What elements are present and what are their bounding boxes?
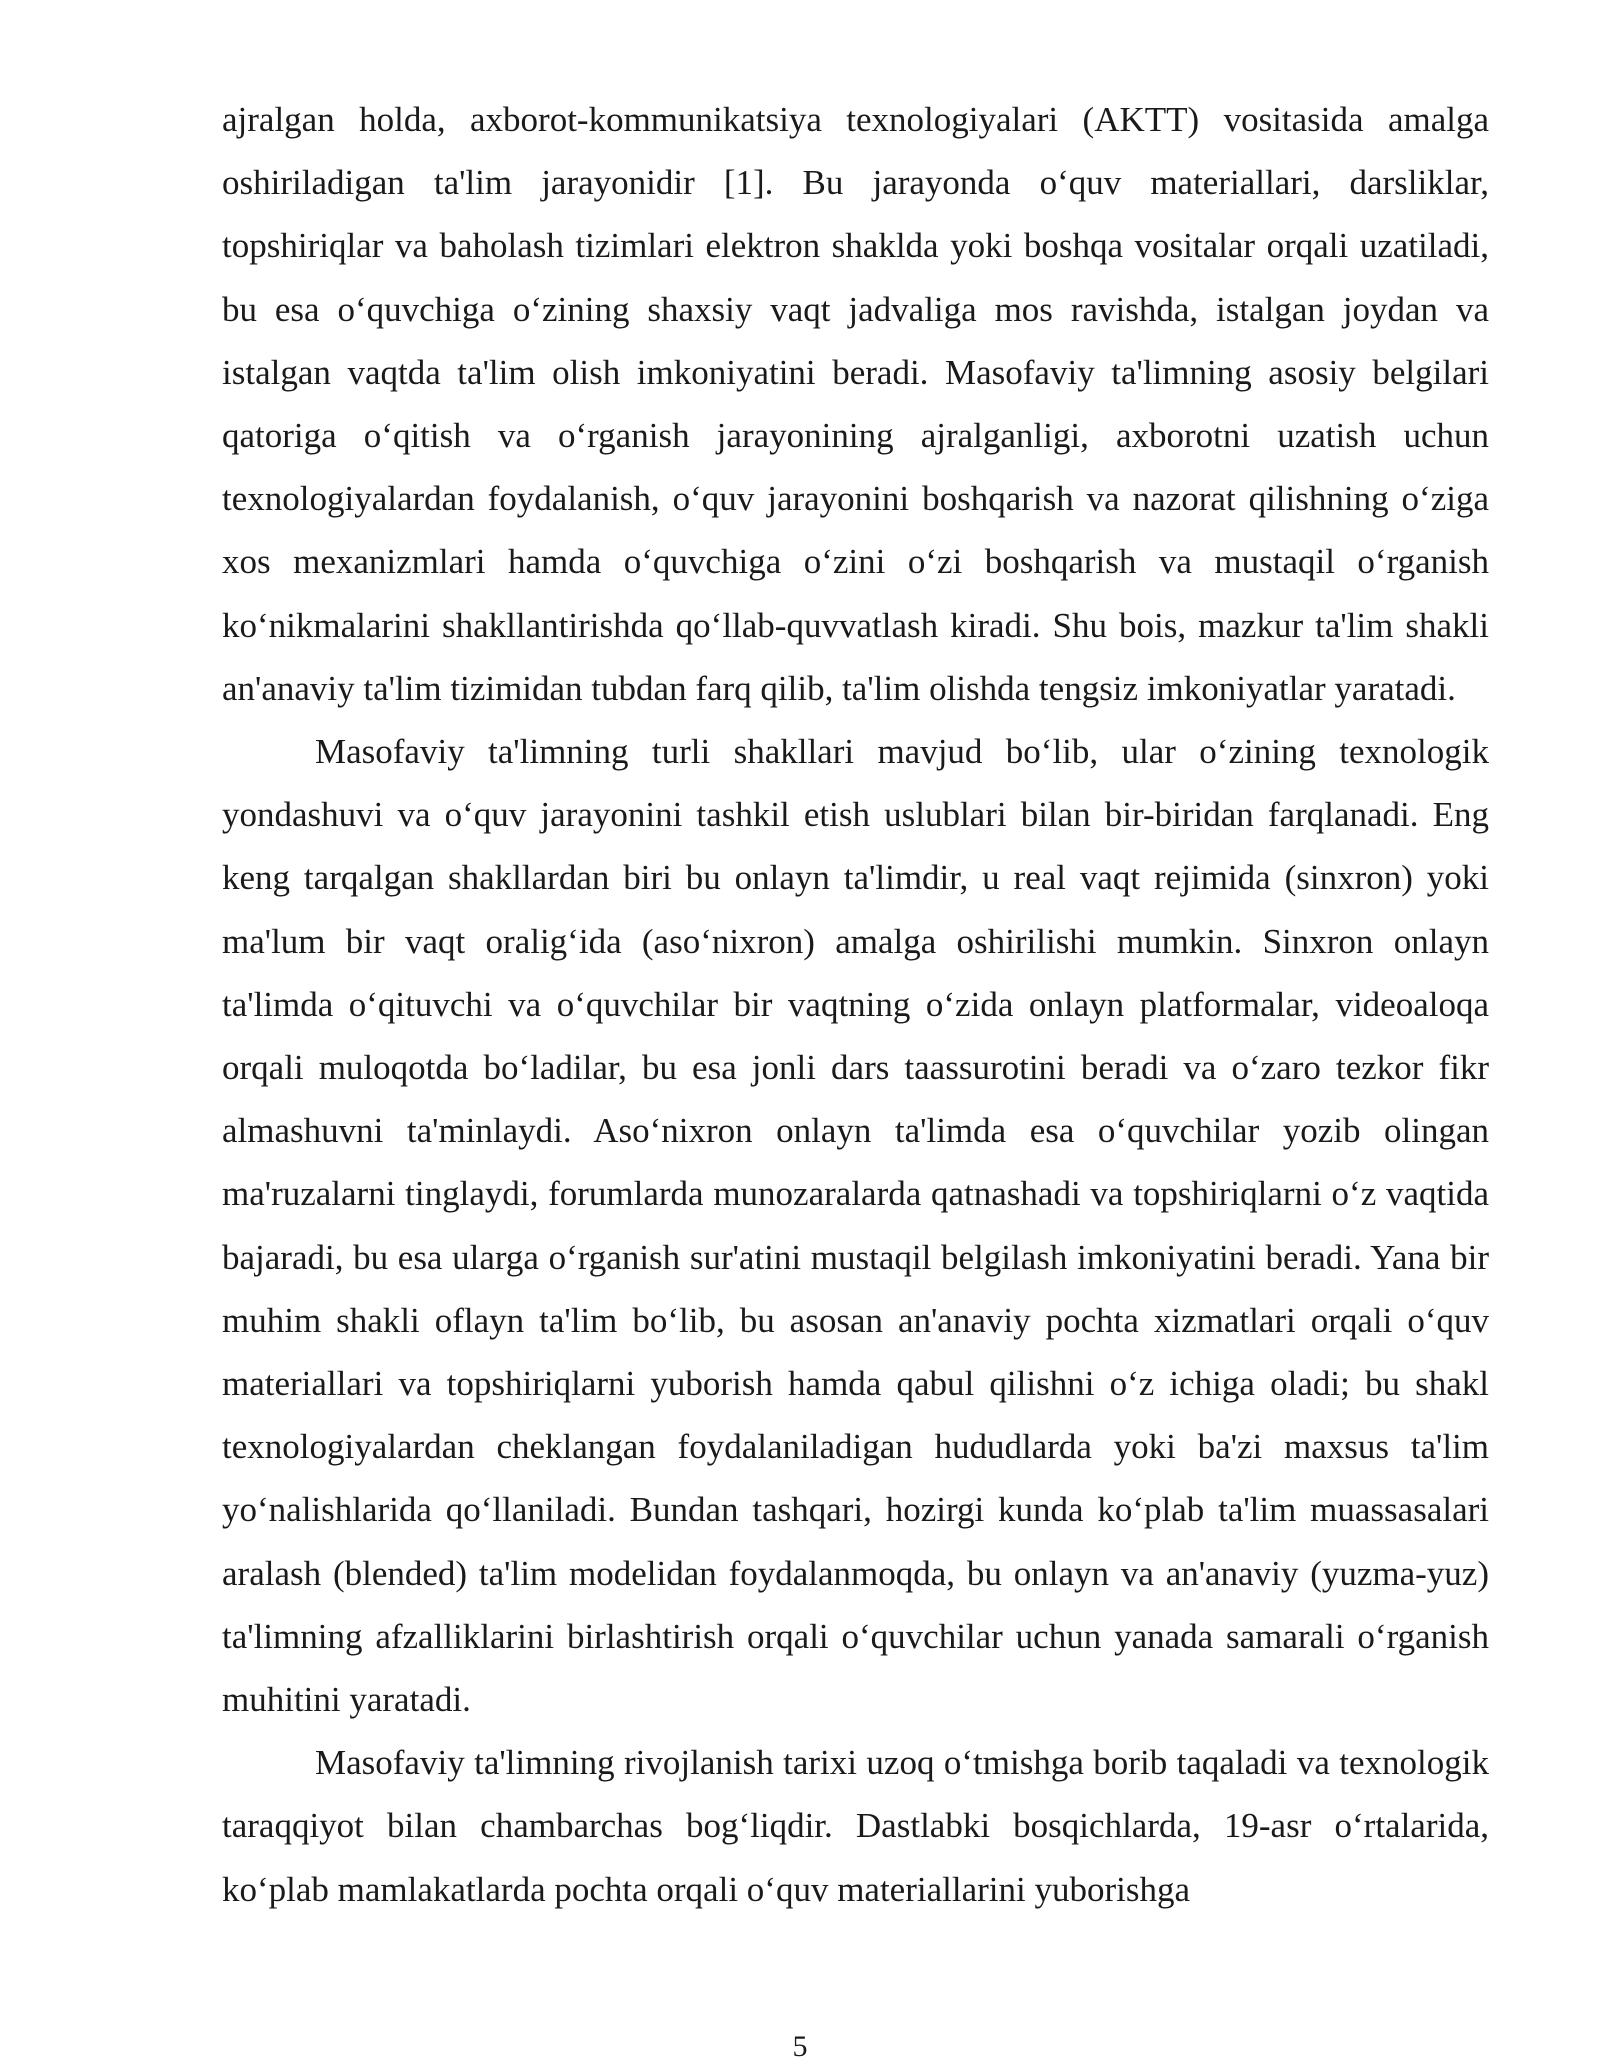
paragraph-history-of-distance-learning: Masofaviy ta'limning rivojlanish tarixi uzoq o‘tmishga borib taqaladi va texnologik taraqqiyot bilan chambarchas bog‘liqdir. Dastlabki bosqichlarda, 19-asr o‘rtalarida, ko‘plab mamlakatlarda pochta orqali o‘quv materiallarini yuborishga [222, 1743, 1489, 1909]
paragraph-forms-of-distance-learning: Masofaviy ta'limning turli shakllari mavjud bo‘lib, ular o‘zining texnologik yondashuvi va o‘quv jarayonini tashkil etish uslublari bilan bir-biridan farqlanadi. Eng keng tarqalgan shakllardan biri bu onlayn ta'limdir, u real vaqt rejimida (sinxron) yoki ma'lum bir vaqt oralig‘ida (aso‘nixron) amalga oshirilishi mumkin. Sinxron onlayn ta'limda o‘qituvchi va o‘quvchilar bir vaqtning o‘zida onlayn platformalar, videoaloqa orqali muloqotda bo‘ladilar, bu esa jonli dars taassurotini beradi va o‘zaro tezkor fikr almashuvni ta'minlaydi. Aso‘nixron onlayn ta'limda esa o‘quvchilar yozib olingan ma'ruzalarni tinglaydi, forumlarda munozaralarda qatnashadi va topshiriqlarni o‘z vaqtida bajaradi, bu esa ularga o‘rganish sur'atini mustaqil belgilash imkoniyatini beradi. Yana bir muhim shakli oflayn ta'lim bo‘lib, bu asosan an'anaviy pochta xizmatlari orqali o‘quv materiallari va topshiriqlarni yuborish hamda qabul qilishni o‘z ichiga oladi; bu shakl texnologiyalardan cheklangan foydalaniladigan hududlarda yoki ba'zi maxsus ta'lim yo‘nalishlarida qo‘llaniladi. Bundan tashqari, hozirgi kunda ko‘plab ta'lim muassasalari aralash (blended) ta'lim modelidan foydalanmoqda, bu onlayn va an'anaviy (yuzma-yuz) ta'limning afzalliklarini birlashtirish orqali o‘quvchilar uchun yanada samarali o‘rganish muhitini yaratadi. [222, 732, 1489, 1720]
page-number: 5 [792, 2030, 808, 2063]
paragraph-continued: ajralgan holda, axborot-kommunikatsiya texnologiyalari (AKTT) vositasida amalga oshiriladigan ta'lim jarayonidir [1]. Bu jarayonda o‘quv materiallari, darsliklar, topshiriqlar va baholash tizimlari elektron shaklda yoki boshqa vositalar orqali uzatiladi, bu esa o‘quvchiga o‘zining shaxsiy vaqt jadvaliga mos ravishda, istalgan joydan va istalgan vaqtda ta'lim olish imkoniyatini beradi. Masofaviy ta'limning asosiy belgilari qatoriga o‘qitish va o‘rganish jarayonining ajralganligi, axborotni uzatish uchun texnologiyalardan foydalanish, o‘quv jarayonini boshqarish va nazorat qilishning o‘ziga xos mexanizmlari hamda o‘quvchiga o‘zini o‘zi boshqarish va mustaqil o‘rganish ko‘nikmalarini shakllantirishda qo‘llab-quvvatlash kiradi. Shu bois, mazkur ta'lim shakli an'anaviy ta'lim tizimidan tubdan farq qilib, ta'lim olishda tengsiz imkoniyatlar yaratadi. [222, 100, 1489, 708]
document-body [222, 88, 1489, 1921]
